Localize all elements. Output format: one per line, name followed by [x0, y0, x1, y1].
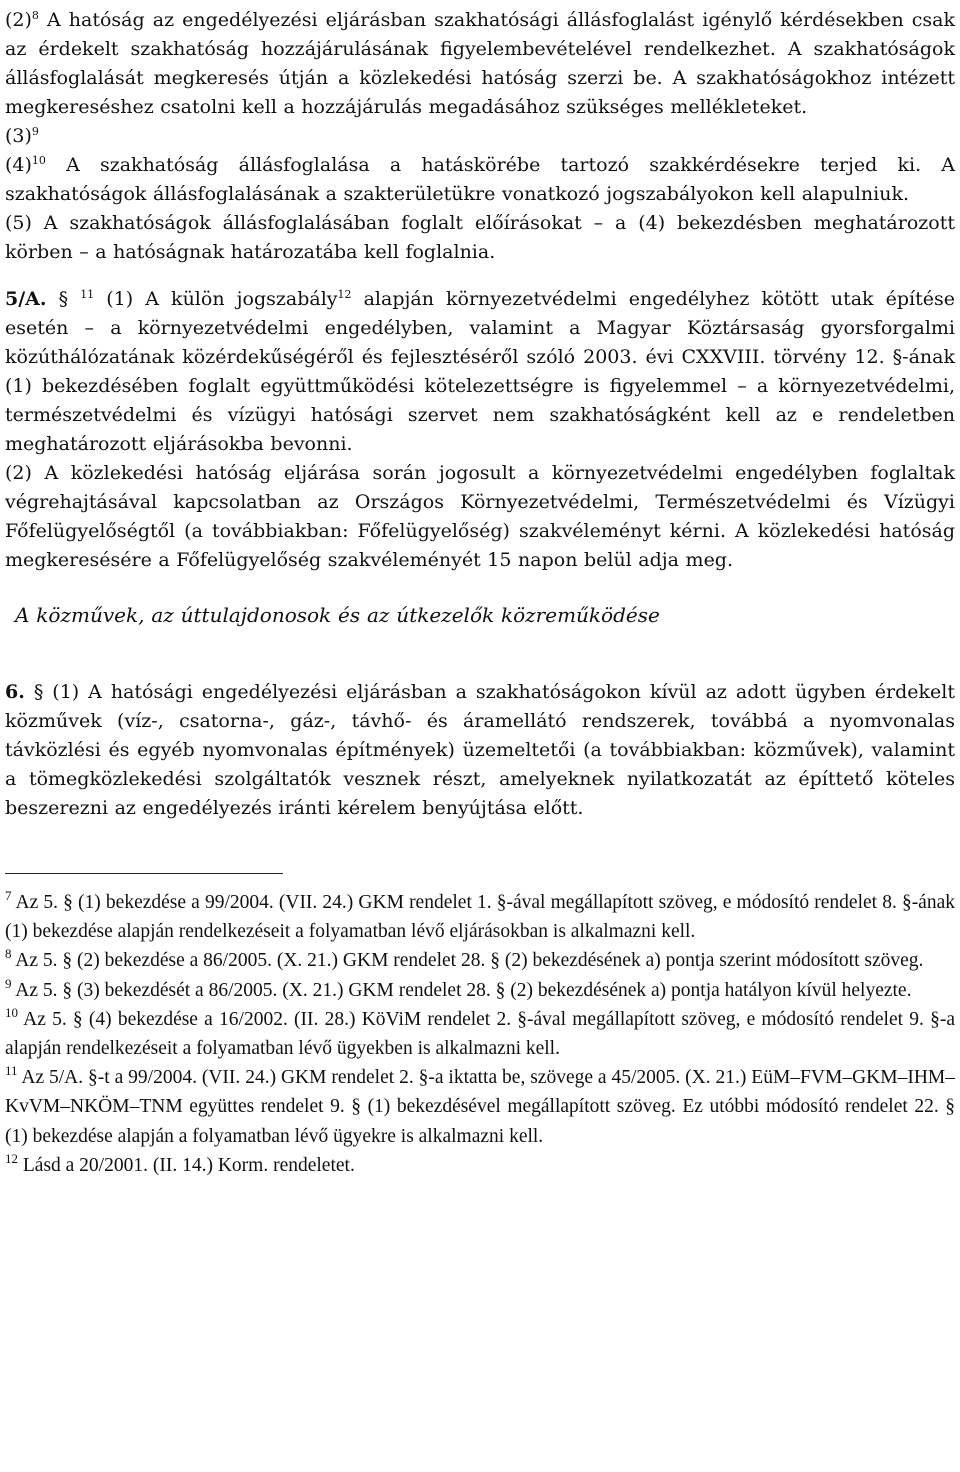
footnote-number: 10	[5, 1004, 18, 1020]
paragraph-number: (4)	[5, 154, 32, 176]
footnote-text: Az 5. § (2) bekezdése a 86/2005. (X. 21.) GKM rendelet 28. § (2) bekezdésének a) pontja szerint módosított szöveg.	[11, 950, 924, 972]
footnote-text: Az 5/A. §-t a 99/2004. (VII. 24.) GKM rendelet 2. §-a iktatta be, szövege a 45/2005. (X. 21.) EüM–FVM–GKM–IHM–KvVM–NKÖM–TNM együttes rendelet 9. § (1) bekezdésével megállapított szöveg. Ez utóbbi módosító rendelet 22. § (1) bekezdése alapján a folyamatban lévő ügyekre is alkalmazni kell.	[5, 1067, 955, 1147]
paragraph-2	[5, 6, 955, 122]
paragraph-text: alapján környezetvédelmi engedélyhez kötött utak építése esetén – a környezetvédelmi engedélyben, valamint a Magyar Köztársaság gyorsforgalmi közúthálózatának közérdekűségéről és fejlesztéséről szóló 2003. évi CXXVIII. törvény 12. §-ának (1) bekezdésében foglalt együttműködési kötelezettségre is figyelemmel – a környezetvédelmi, természetvédelmi és vízügyi hatósági szervet nem szakhatóságként kell az e rendeletben meghatározott eljárásokba bevonni.	[5, 288, 955, 455]
section-sign: §	[46, 288, 69, 310]
footnote	[5, 1005, 955, 1063]
footnote-number: 11	[5, 1063, 18, 1079]
footnote-ref[interactable]: 8	[31, 9, 39, 22]
footnote-number: 12	[5, 1150, 18, 1166]
section-5a-paragraph-2	[5, 459, 955, 575]
footnote-number: 9	[5, 975, 12, 991]
footnote	[5, 1063, 955, 1151]
paragraph-text: § (1) A hatósági engedélyezési eljárásban a szakhatóságokon kívül az adott ügyben érdekelt közművek (víz-, csatorna-, gáz-, távhő- és áramellátó rendszerek, továbbá a nyomvonalas távközlési és egyéb nyomvonalas építmények) üzemeltetői (a továbbiakban: közművek), valamint a tömegközlekedési szolgáltatók vesznek részt, amelyeknek nyilatkozatát az építtető köteles beszerezni az engedélyezés iránti kérelem benyújtása előtt.	[5, 681, 955, 819]
paragraph-text: (2) A közlekedési hatóság eljárása során jogosult a környezetvédelmi engedélyben foglaltak végrehajtásával kapcsolatban az Országos Környezetvédelmi, Természetvédelmi és Vízügyi Főfelügyelőségtől (a továbbiakban: Főfelügyelőség) szakvéleményt kérni. A közlekedési hatóság megkeresésére a Főfelügyelőség szakvéleményét 15 napon belül adja meg.	[5, 462, 955, 571]
footnote-text: Az 5. § (3) bekezdését a 86/2005. (X. 21.) GKM rendelet 28. § (2) bekezdésének a) pontja hatályon kívül helyezte.	[11, 979, 912, 1001]
footnote-text: Az 5. § (1) bekezdése a 99/2004. (VII. 24.) GKM rendelet 1. §-ával megállapított szöveg, e módosító rendelet 8. §-ának (1) bekezdése alapján rendelkezéseit a folyamatban lévő eljárásokban is alkalmazni kell.	[5, 892, 955, 943]
footnote	[5, 1151, 955, 1180]
paragraph-number: (3)	[5, 125, 32, 147]
footnote-number: 8	[5, 946, 12, 962]
main-text	[5, 6, 955, 823]
footnote-number: 7	[5, 888, 12, 903]
paragraph-text: A hatóság az engedélyezési eljárásban szakhatósági állásfoglalást igénylő kérdésekben csak az érdekelt szakhatóság hozzájárulásának figyelembevételével rendelkezhet. A szakhatóságok állásfoglalását megkeresés útján a közlekedési hatóság szerzi be. A szakhatóságokhoz intézett megkereséshez csatolni kell a hozzájárulás megadásához szükséges mellékleteket.	[5, 9, 955, 118]
paragraph-5	[5, 209, 955, 267]
footnote	[5, 946, 955, 975]
footnote-ref[interactable]: 11	[80, 288, 95, 301]
document-page	[5, 6, 955, 1180]
footnote-divider	[5, 873, 283, 874]
paragraph-4	[5, 151, 955, 209]
footnote	[5, 888, 955, 946]
section-6-paragraph-1	[5, 678, 955, 823]
section-number: 5/A.	[5, 288, 47, 310]
section-5a-paragraph-1	[5, 285, 955, 459]
footnote-text: Az 5. § (4) bekezdése a 16/2002. (II. 28.) KöViM rendelet 2. §-ával megállapított szöveg, e módosító rendelet 9. §-a alapján rendelkezéseit a folyamatban lévő ügyekben is alkalmazni kell.	[5, 1008, 955, 1060]
paragraph-3	[5, 122, 955, 151]
footnote-ref[interactable]: 10	[31, 154, 46, 167]
paragraph-number: (2)	[5, 9, 32, 31]
paragraph-text: (5) A szakhatóságok állásfoglalásában foglalt előírásokat – a (4) bekezdésben meghatározott körben – a hatóságnak határozatába kell foglalnia.	[5, 212, 955, 263]
footnote-text: Lásd a 20/2001. (II. 14.) Korm. rendeletet.	[18, 1154, 355, 1176]
paragraph-text: (1) A külön jogszabály	[94, 288, 338, 310]
section-heading: A közművek, az úttulajdonosok és az útkezelők közreműködése	[15, 603, 660, 627]
footnote	[5, 976, 955, 1005]
footnote-ref[interactable]: 9	[31, 125, 39, 138]
section-number: 6.	[5, 681, 25, 703]
paragraph-text: A szakhatóság állásfoglalása a hatáskörébe tartozó szakkérdésekre terjed ki. A szakhatóságok állásfoglalásának a szakterületükre vonatkozó jogszabályokon kell alapulniuk.	[5, 154, 955, 205]
footnotes	[5, 888, 955, 1180]
footnote-ref[interactable]: 12	[337, 288, 352, 301]
